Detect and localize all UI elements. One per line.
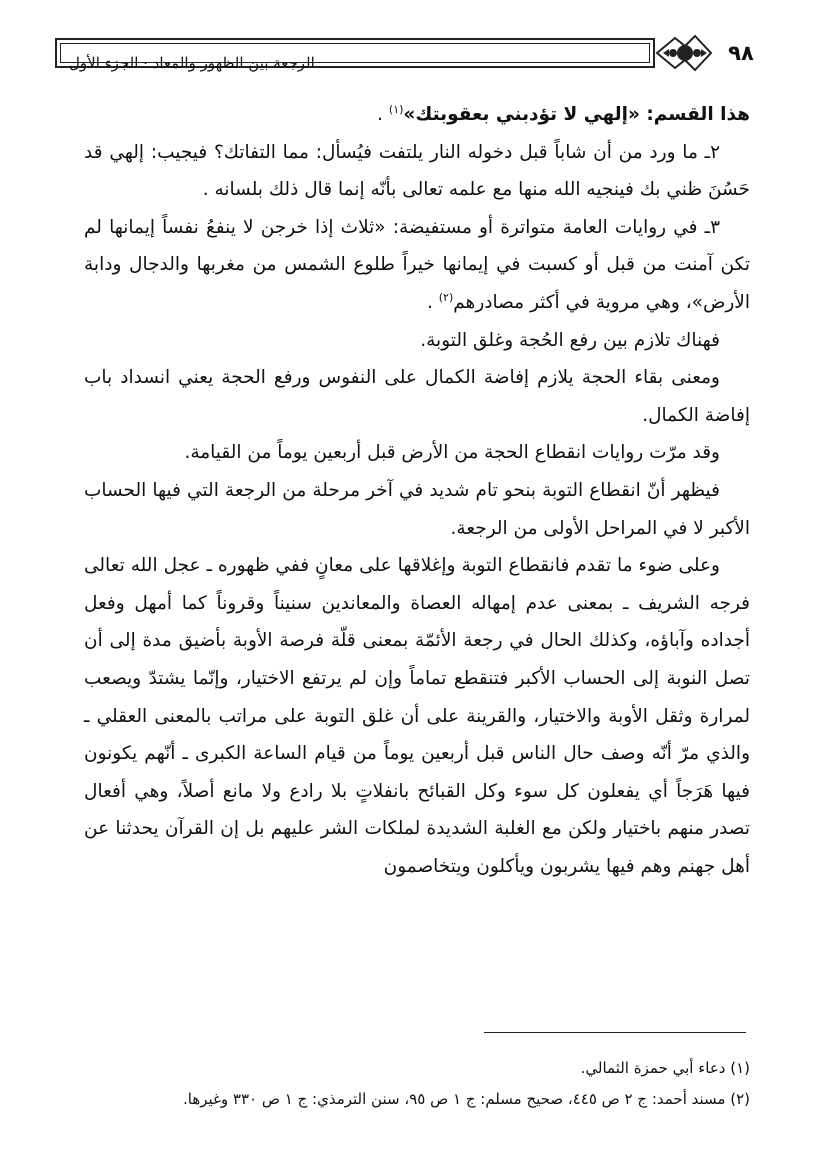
footnote-1: (١) دعاء أبي حمزة الثمالي.	[580, 1059, 750, 1077]
paragraph-3-text: ٣ـ في روايات العامة متواترة أو مستفيضة: «ثلاث إذا خرجن لا ينفعُ نفساً إيمانها لم تكن آمنت من قبل أو كسبت في إيمانها خيراً طلوع الشمس من مغربها والدجال ودابة الأرض»، وهي مروية في أكثر مصادرهم	[84, 216, 750, 313]
running-title-frame	[55, 38, 655, 72]
footnotes	[84, 1053, 750, 1115]
paragraph-5: ومعنى بقاء الحجة يلازم إفاضة الكمال على النفوس ورفع الحجة يعني انسداد باب إفاضة الكمال.	[84, 367, 750, 426]
paragraph-4: فهناك تلازم بين رفع الحُجة وغلق التوبة.	[420, 329, 720, 351]
paragraph-1-text: هذا القسم: «إلهي لا تؤدبني بعقوبتك»	[403, 104, 750, 125]
paragraph-2: ٢ـ ما ورد من أن شاباً قبل دخوله النار يلتفت فيُسأل: مما التفاتك؟ فيجيب: إلهي قد حَسُنَ ظني بك فينجيه الله منها مع علمه تعالى بأنّه إنما قال ذلك بلسانه .	[84, 141, 750, 201]
footnote-separator	[484, 1032, 746, 1033]
main-text	[84, 96, 750, 885]
paragraph-6: وقد مرّت روايات انقطاع الحجة من الأرض قبل أربعين يوماً من القيامة.	[184, 442, 720, 464]
paragraph-3: ٣ـ في روايات العامة متواترة أو مستفيضة: «ثلاث إذا خرجن لا ينفعُ نفساً إيمانها لم تكن آمنت من قبل أو كسبت في إيمانها خيراً طلوع الشمس من مغربها والدجال ودابة الأرض»، وهي مروية في أكثر مصادرهم$^{(٢)}$ .	[84, 216, 750, 313]
floral-ornament-icon	[655, 32, 713, 74]
footnote-2: (٢) مسند أحمد: ج ٢ ص ٤٤٥، صحيح مسلم: ج ١ ص ٩٥، سنن الترمذي: ج ١ ص ٣٣٠ وغيرها.	[183, 1090, 750, 1108]
running-title: الرجعة بين الظهور والمعاد · الجزء الأول	[69, 54, 315, 72]
paragraph-8: وعلى ضوء ما تقدم فانقطاع التوبة وإغلاقها على معانٍ ففي ظهوره ـ عجل الله تعالى فرجه الشريف ـ بمعنى عدم إمهاله العصاة والمعاندين سنيناً وقروناً كما أمهل وفعل أجداده وآباؤه، وكذلك الحال في رجعة الأئمّة بمعنى قلّة فرصة الأوبة بأضيق مدة إلى أن تصل النوبة إلى الحساب الأكبر فتنقطع تماماً وإن لم يرتفع الاختيار، وإنّما يشتدّ ويصعب لمرارة وثقل الأوبة والاختيار، والقرينة على أن غلق التوبة على مراتب بالمعنى العقلي ـ والذي مرّ أنّه وصف حال الناس قبل أربعين يوماً من قيام الساعة الكبرى ـ أنّهم يكونون فيها هَرَجاً أي يفعلون كل سوء وكل القبائح بانفلاتٍ بلا رادع ولا مانع أصلاً، وهي أفعال تصدر منهم باختيار ولكن مع الغلبة الشديدة لملكات الشر عليهم بل إن القرآن يحدثنا عن أهل جهنم وهم فيها يشربون ويأكلون ويتخاصمون	[84, 555, 750, 877]
footnote-ref-1: (١)	[388, 102, 404, 116]
page-number: ٩٨	[728, 41, 754, 65]
page-header	[55, 30, 763, 76]
paragraph-1: هذا القسم: «إلهي لا تؤدبني بعقوبتك»$^{(١)}$ .	[377, 102, 750, 125]
paragraph-7: فيظهر أنّ انقطاع التوبة بنحو تام شديد في آخر مرحلة من الرجعة التي فيها الحساب الأكبر لا في المراحل الأولى من الرجعة.	[84, 479, 750, 539]
footnote-ref-2: (٢)	[438, 290, 454, 304]
